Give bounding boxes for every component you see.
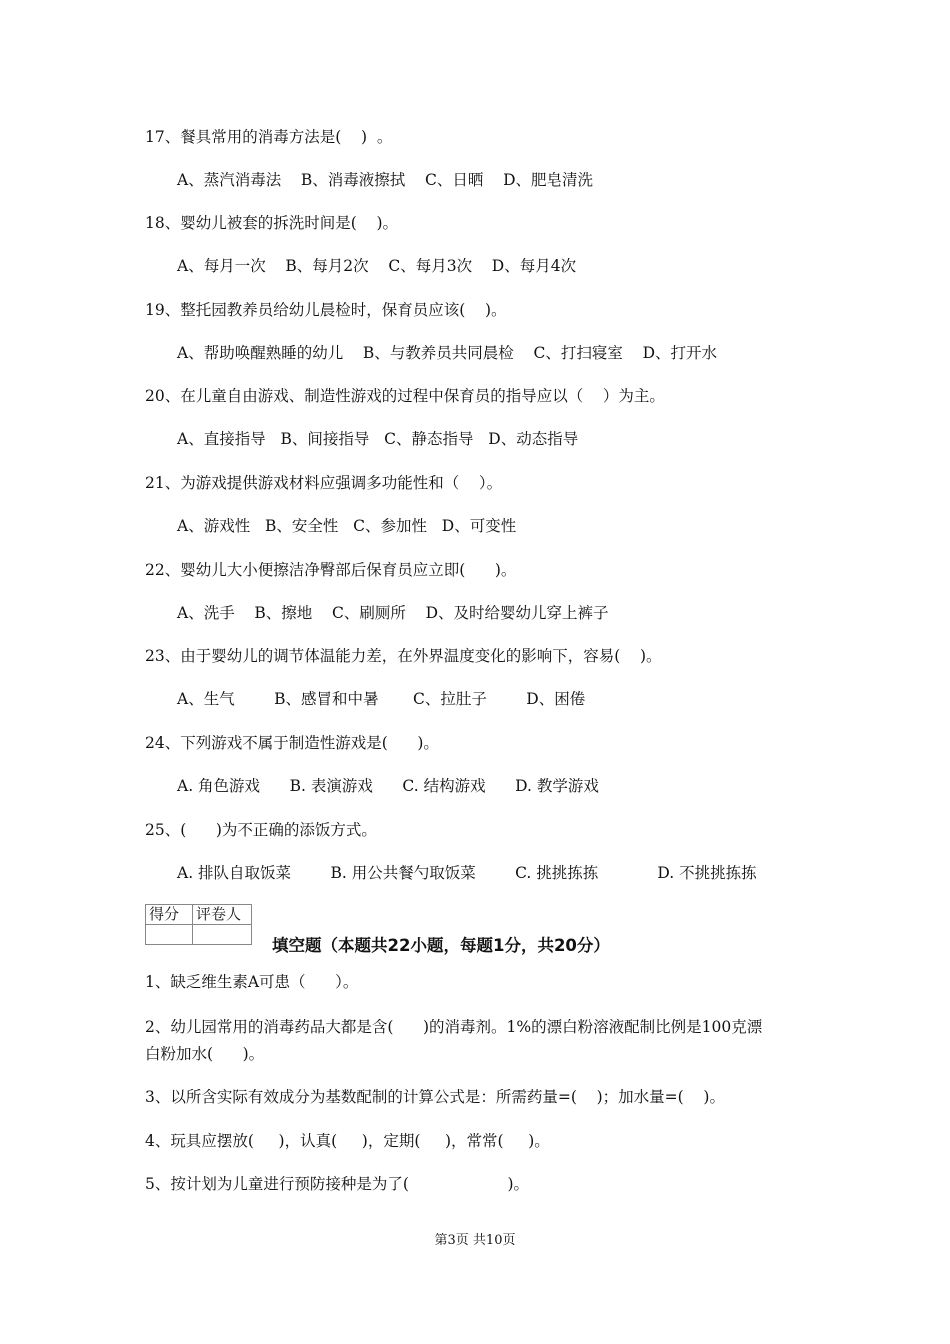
- question-18-stem: 18、婴幼儿被套的拆洗时间是( )。: [145, 214, 399, 232]
- grader-cell: [193, 925, 252, 945]
- question-19-stem: 19、整托园教养员给幼儿晨检时，保育员应该( )。: [145, 301, 507, 319]
- score-header: 得分: [146, 905, 193, 925]
- score-table: [145, 904, 252, 945]
- page-footer: 第3页 共10页: [434, 1233, 516, 1248]
- question-17-stem: 17、餐具常用的消毒方法是( ) 。: [145, 128, 393, 146]
- question-24-stem: 24、下列游戏不属于制造性游戏是( )。: [145, 734, 439, 752]
- question-19-options: A、帮助唤醒熟睡的幼儿 B、与教养员共同晨检 C、打扫寝室 D、打开水: [177, 344, 717, 362]
- question-22-stem: 22、婴幼儿大小便擦洁净臀部后保育员应立即( )。: [145, 561, 517, 579]
- question-21-stem: 21、为游戏提供游戏材料应强调多功能性和（ ）。: [145, 474, 503, 492]
- question-20-options: A、直接指导 B、间接指导 C、静态指导 D、动态指导: [177, 430, 579, 448]
- question-23-stem: 23、由于婴幼儿的调节体温能力差，在外界温度变化的影响下，容易( )。: [145, 647, 662, 665]
- grader-header: 评卷人: [193, 905, 252, 925]
- question-24-options: A. 角色游戏 B. 表演游戏 C. 结构游戏 D. 教学游戏: [177, 777, 599, 795]
- fill-blank-4: 4、玩具应摆放( )，认真( )，定期( )，常常( )。: [145, 1132, 550, 1150]
- question-25-stem: 25、( )为不正确的添饭方式。: [145, 821, 377, 839]
- fill-blank-2: 2、幼儿园常用的消毒药品大都是含( )的消毒剂。1%的漂白粉溶液配制比例是100克漂: [145, 1018, 763, 1036]
- score-cell: [146, 925, 193, 945]
- fill-blank-5: 5、按计划为儿童进行预防接种是为了( )。: [145, 1175, 529, 1193]
- question-25-options: A. 排队自取饭菜 B. 用公共餐勺取饭菜 C. 挑挑拣拣 D. 不挑挑拣拣: [177, 864, 757, 882]
- question-22-options: A、洗手 B、擦地 C、刷厕所 D、及时给婴幼儿穿上裤子: [177, 604, 609, 622]
- fill-blank-1: 1、缺乏维生素A可患（ ）。: [145, 973, 359, 991]
- question-17-options: A、蒸汽消毒法 B、消毒液擦拭 C、日晒 D、肥皂清洗: [177, 171, 593, 189]
- fill-blank-2-continued: 白粉加水( )。: [145, 1045, 265, 1063]
- question-20-stem: 20、在儿童自由游戏、制造性游戏的过程中保育员的指导应以（ ）为主。: [145, 387, 665, 405]
- question-18-options: A、每月一次 B、每月2次 C、每月3次 D、每月4次: [177, 257, 577, 275]
- question-23-options: A、生气 B、感冒和中暑 C、拉肚子 D、困倦: [177, 690, 586, 708]
- fill-blank-3: 3、以所含实际有效成分为基数配制的计算公式是：所需药量=( )；加水量=( )。: [145, 1088, 725, 1106]
- section-title: 填空题（本题共22小题，每题1分，共20分）: [272, 936, 610, 955]
- question-21-options: A、游戏性 B、安全性 C、参加性 D、可变性: [177, 517, 517, 535]
